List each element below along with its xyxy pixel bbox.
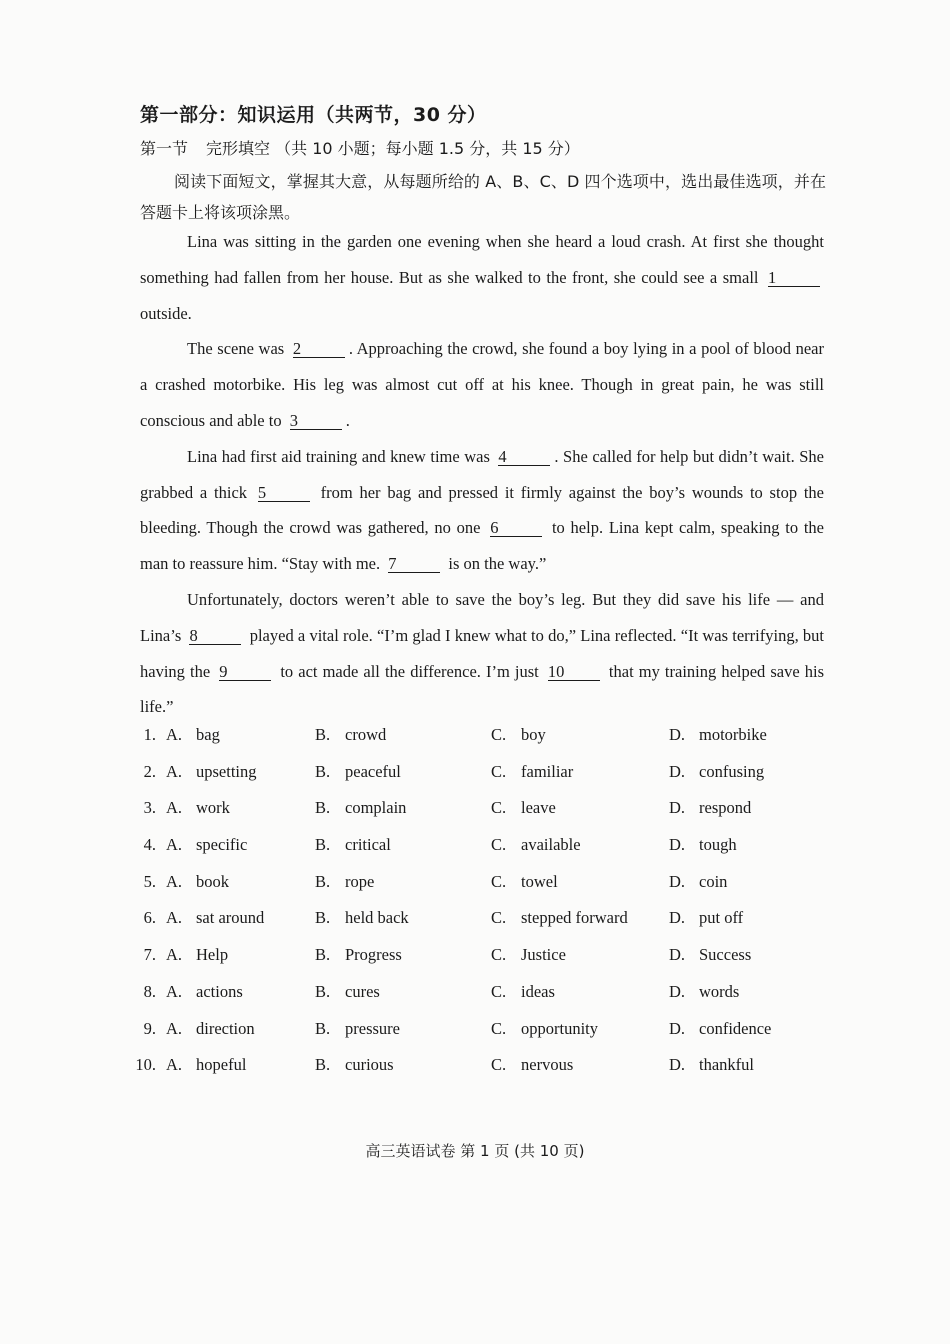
- option-a: A. direction: [166, 1018, 255, 1038]
- option-c: C. boy: [491, 725, 546, 744]
- option-c: C. nervous: [491, 1055, 574, 1075]
- blank-10: 10: [548, 663, 600, 681]
- question-number: 1.: [143, 725, 156, 744]
- question-number: 10.: [135, 1055, 156, 1075]
- question-row: [128, 835, 828, 872]
- option-d: D. confusing: [669, 761, 765, 781]
- option-c: C. familiar: [491, 761, 574, 781]
- option-d: D. thankful: [669, 1055, 754, 1075]
- option-a: A. book: [166, 871, 229, 891]
- question-number: 6.: [143, 908, 156, 928]
- blank-2: 2: [293, 340, 345, 358]
- option-c: C. leave: [491, 798, 556, 818]
- paragraph-2: The scene was 2 . Approaching the crowd, she found a boy lying in a pool of blood near a crashed motorbike. His leg was almost cut off at his knee. Though in great pain, he was still conscious and able to 3 .: [140, 339, 824, 430]
- paragraph-4: Unfortunately, doctors weren’t able to save the boy’s leg. But they did save his life — and Lina’s 8 played a vital role. “I’m glad I knew what to do,” Lina reflected. “It was terrifying, but having the 9 to act made all the difference. I’m just 10 that my training helped save his life.”: [140, 589, 825, 717]
- answer-options: [128, 725, 828, 1092]
- question-row: [128, 945, 828, 982]
- question-number: 5.: [143, 871, 156, 891]
- option-a: A. work: [166, 798, 230, 818]
- option-b: B. curious: [315, 1055, 394, 1075]
- option-c: C. ideas: [491, 981, 555, 1001]
- instructions: 阅读下面短文，掌握其大意，从每题所给的 A、B、C、D 四个选项中，选出最佳选项，并在答题卡上将该项涂黑。: [140, 172, 826, 222]
- question-number: 2.: [143, 761, 156, 781]
- option-d: D. Success: [669, 945, 752, 965]
- option-d: D. words: [669, 981, 740, 1001]
- question-row: [128, 1019, 828, 1056]
- paragraph-3: Lina had first aid training and knew time was 4 . She called for help but didn’t wait. She grabbed a thick 5 from her bag and pressed it firmly against the boy’s wounds to stop the bleeding. Though the crowd was gathered, no one 6 to help. Lina kept calm, speaking to the man to reassure him. “Stay with me. 7 is on the way.”: [140, 446, 825, 574]
- option-a: A. hopeful: [166, 1055, 247, 1075]
- option-d: D. tough: [669, 835, 737, 855]
- option-b: B. complain: [315, 798, 407, 818]
- paragraph-1: Lina was sitting in the garden one evening when she heard a loud crash. At first she thought something had fallen from her house. But as she walked to the front, she could see a small 1 outside.: [140, 232, 824, 323]
- blank-6: 6: [490, 519, 542, 537]
- option-c: C. available: [491, 835, 581, 855]
- question-number: 8.: [143, 981, 156, 1001]
- question-number: 9.: [143, 1018, 156, 1038]
- blank-8: 8: [189, 627, 241, 645]
- blank-3: 3: [290, 412, 342, 430]
- question-row: [128, 798, 828, 835]
- page-footer: 高三英语试卷 第 1 页 (共 10 页): [365, 1142, 585, 1160]
- option-d: D. respond: [669, 798, 752, 818]
- option-c: C. stepped forward: [491, 908, 628, 928]
- option-b: B. Progress: [315, 945, 402, 965]
- blank-4: 4: [498, 448, 550, 466]
- question-row: [128, 908, 828, 945]
- question-number: 4.: [143, 835, 156, 855]
- cloze-passage: [140, 224, 824, 725]
- option-c: C. towel: [491, 871, 558, 891]
- option-b: B. peaceful: [315, 761, 401, 781]
- blank-5: 5: [258, 484, 310, 502]
- option-a: A. upsetting: [166, 761, 257, 781]
- blank-1: 1: [768, 269, 820, 287]
- question-number: 3.: [143, 798, 156, 818]
- option-a: A. sat around: [166, 908, 265, 928]
- option-d: D. motorbike: [669, 725, 767, 744]
- blank-9: 9: [219, 663, 271, 681]
- option-a: A. bag: [166, 725, 220, 744]
- option-b: B. held back: [315, 908, 409, 928]
- option-d: D. confidence: [669, 1018, 772, 1038]
- question-number: 7.: [143, 945, 156, 965]
- option-b: B. crowd: [315, 725, 387, 744]
- option-b: B. rope: [315, 871, 375, 891]
- question-row: [128, 762, 828, 799]
- question-row: [128, 725, 828, 762]
- section-heading: [140, 136, 580, 159]
- section-name: 第一节: [140, 139, 189, 158]
- option-b: B. critical: [315, 835, 391, 855]
- option-a: A. specific: [166, 835, 248, 855]
- part-title: 第一部分：知识运用（共两节，30 分）: [140, 104, 487, 126]
- option-d: D. put off: [669, 908, 744, 928]
- option-d: D. coin: [669, 871, 728, 891]
- question-row: [128, 982, 828, 1019]
- option-a: A. actions: [166, 981, 243, 1001]
- question-row: [128, 872, 828, 909]
- section-description: 完形填空 （共 10 小题；每小题 1.5 分，共 15 分）: [206, 139, 580, 158]
- option-b: B. cures: [315, 981, 380, 1001]
- option-c: C. opportunity: [491, 1018, 598, 1038]
- option-c: C. Justice: [491, 945, 566, 965]
- option-b: B. pressure: [315, 1018, 400, 1038]
- option-a: A. Help: [166, 945, 229, 965]
- blank-7: 7: [388, 555, 440, 573]
- question-row: [128, 1055, 828, 1092]
